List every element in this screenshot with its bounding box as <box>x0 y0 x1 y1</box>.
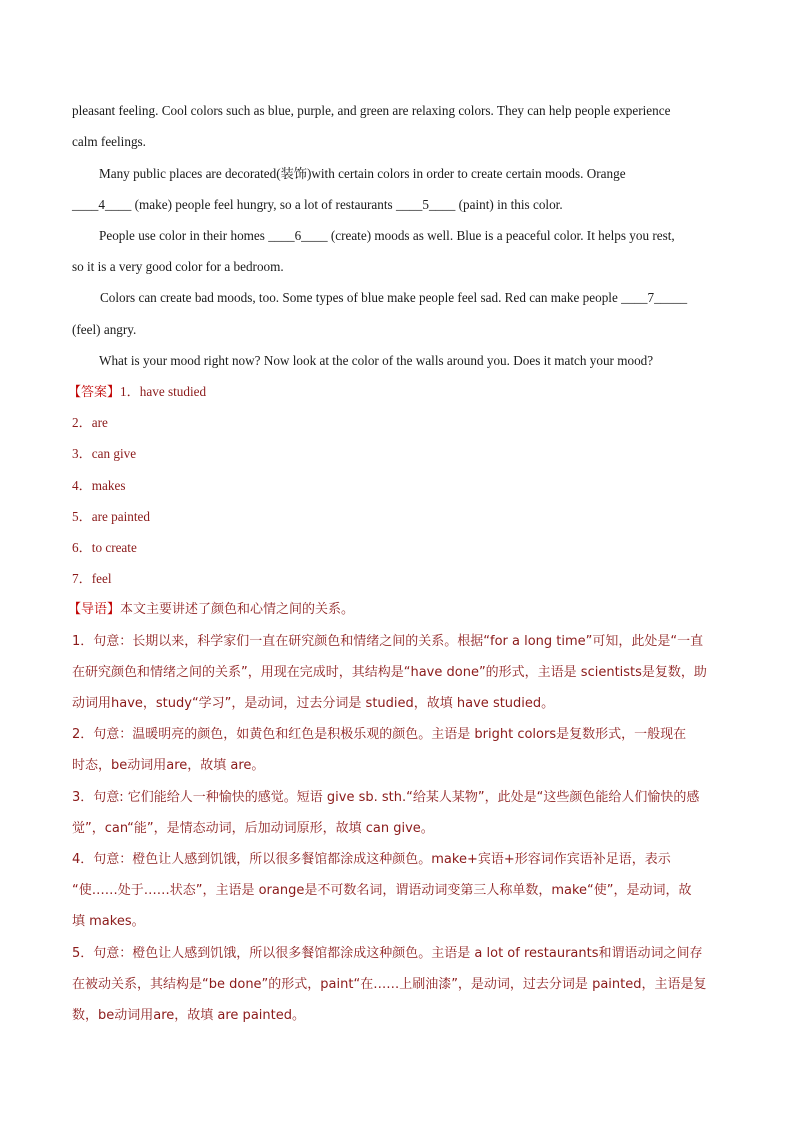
explanation-line: 3．句意: 它们能给人一种愉快的感觉。短语 give sb. sth.“给某人某物”，此处是“这些颜色能给人们愉快的感 <box>72 790 700 805</box>
passage-text: People use color in their homes <box>99 228 269 243</box>
explanation-line: 数，be动词用are，故填 are painted。 <box>72 1008 305 1023</box>
guide-intro: 本文主要讲述了颜色和心情之间的关系。 <box>120 602 355 617</box>
guide-heading <box>68 602 354 618</box>
passage-p2-line1: Many public places are decorated(装饰)with certain colors in order to create certain moods. Orange <box>99 166 626 181</box>
explanation-line: “使……处于……状态”，主语是 orange是不可数名词，谓语动词变第三人称单数，make“使”，是动词，故 <box>72 883 692 898</box>
explanation-line: 动词用have，study“学习”，是动词，过去分词是 studied，故填 have studied。 <box>72 696 555 711</box>
answer-item: 5．are painted <box>72 509 150 524</box>
explanation-line: 1．句意：长期以来，科学家们一直在研究颜色和情绪之间的关系。根据“for a long time”可知，此处是“一直 <box>72 634 704 649</box>
answer-item: 2．are <box>72 415 108 430</box>
answer-item: 4．makes <box>72 478 126 493</box>
explanation-line: 填 makes。 <box>72 914 145 929</box>
passage-p4-line2: (feel) angry. <box>72 322 137 337</box>
passage-text: (make) people feel hungry, so a lot of restaurants <box>131 197 396 212</box>
guide-label: 【导语】 <box>68 602 121 617</box>
passage-p3-line2: so it is a very good color for a bedroom. <box>72 259 284 274</box>
passage-p5-line1: What is your mood right now? Now look at the color of the walls around you. Does it match your mood? <box>99 353 654 368</box>
passage-text: (paint) in this color. <box>455 197 563 212</box>
passage-p1-line1: pleasant feeling. Cool colors such as blue, purple, and green are relaxing colors. They can help people experience <box>72 103 671 118</box>
passage-text: Colors can create bad moods, too. Some types of blue make people feel sad. Red can make people <box>100 290 622 305</box>
explanation-line: 5．句意：橙色让人感到饥饿，所以很多餐馆都涂成这种颜色。主语是 a lot of restaurants和谓语动词之间存 <box>72 946 703 961</box>
answer-item: 3．can give <box>72 446 137 461</box>
explanation-line: 在被动关系，其结构是“be done”的形式，paint“在……上刷油漆”，是动词，过去分词是 painted，主语是复 <box>72 977 707 992</box>
blank-6: ____6____ <box>268 228 328 243</box>
passage-p2-line2 <box>72 197 563 213</box>
explanation-line: 时态，be动词用are，故填 are。 <box>72 758 265 773</box>
answer-item: 7．feel <box>72 571 112 586</box>
blank-7: ____7_____ <box>621 290 688 305</box>
blank-5: ____5____ <box>395 197 456 212</box>
blank-4: ____4____ <box>72 197 132 212</box>
explanation-line: 2．句意：温暖明亮的颜色，如黄色和红色是积极乐观的颜色。主语是 bright colors是复数形式，一般现在 <box>72 727 687 742</box>
answer-label: 【答案】 <box>68 385 121 400</box>
explanation-line: 4．句意：橙色让人感到饥饿，所以很多餐馆都涂成这种颜色。make+宾语+形容词作宾语补足语，表示 <box>72 852 671 867</box>
answer-heading <box>68 384 206 401</box>
passage-p1-line2: calm feelings. <box>72 134 146 149</box>
answer-item: 6．to create <box>72 540 137 555</box>
explanation-line: 在研究颜色和情绪之间的关系”，用现在完成时，其结构是“have done”的形式，主语是 scientists是复数，助 <box>72 665 707 680</box>
passage-text: (create) moods as well. Blue is a peaceful color. It helps you rest, <box>327 228 675 243</box>
explanation-line: 觉”，can“能”，是情态动词，后加动词原形，故填 can give。 <box>72 821 434 836</box>
passage-p4-line1 <box>100 290 687 306</box>
answer-item: 1．have studied <box>120 384 207 399</box>
passage-p3-line1 <box>99 228 675 244</box>
